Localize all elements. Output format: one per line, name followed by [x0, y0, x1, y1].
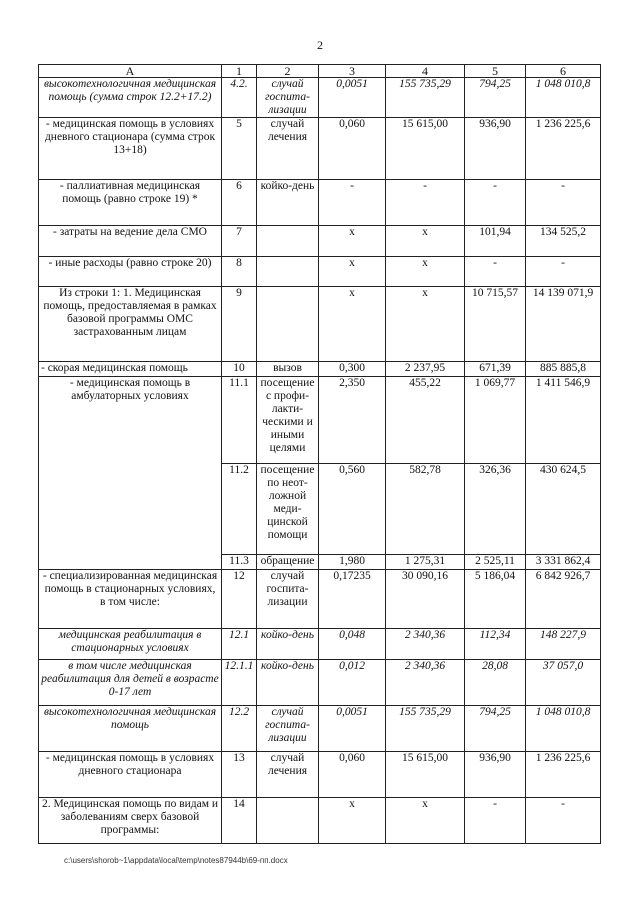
row-col3: 0,300: [319, 362, 386, 377]
row-description: в том числе медицинская реабилитация для детей в возрасте 0-17 лет: [39, 660, 222, 706]
row-col6: 14 139 071,9: [526, 287, 601, 362]
row-unit: случай госпита-лизации: [257, 78, 319, 118]
col-header-2: 2: [257, 65, 319, 78]
col-header-5: 5: [465, 65, 526, 78]
row-unit: [257, 798, 319, 844]
row-description: - медицинская помощь в условиях дневного стационара: [39, 752, 222, 798]
row-col3: 0,560: [319, 464, 386, 555]
row-col3: х: [319, 798, 386, 844]
row-col5: 671,39: [465, 362, 526, 377]
row-number: 4.2.: [222, 78, 257, 118]
row-unit: случай госпита-лизации: [257, 706, 319, 752]
table-row: [39, 287, 601, 362]
row-description: высокотехнологичная медицинская помощь: [39, 706, 222, 752]
row-description: - затраты на ведение дела СМО: [39, 226, 222, 257]
col-header-6: 6: [526, 65, 601, 78]
row-description: Из строки 1: 1. Медицинская помощь, предоставляемая в рамках базовой программы ОМС застрахованным лицам: [39, 287, 222, 362]
row-unit: [257, 226, 319, 257]
table-row: [39, 377, 601, 464]
row-col5: -: [465, 257, 526, 287]
row-number: 11.1: [222, 377, 257, 464]
row-col5: 936,90: [465, 752, 526, 798]
table-row: [39, 570, 601, 629]
table-row: [39, 706, 601, 752]
col-header-3: 3: [319, 65, 386, 78]
row-col6: 134 525,2: [526, 226, 601, 257]
table-row: [39, 180, 601, 226]
row-col4: 2 340,36: [386, 660, 465, 706]
row-col5: 326,36: [465, 464, 526, 555]
row-unit: случай лечения: [257, 752, 319, 798]
table-row: [39, 752, 601, 798]
row-col3: 0,048: [319, 629, 386, 660]
row-col5: 794,25: [465, 78, 526, 118]
row-col4: 582,78: [386, 464, 465, 555]
row-col3: 0,17235: [319, 570, 386, 629]
row-col3: х: [319, 226, 386, 257]
table-row: [39, 629, 601, 660]
page-number: 2: [317, 38, 323, 52]
table-row: [39, 660, 601, 706]
col-header-4: 4: [386, 65, 465, 78]
row-number: 11.2: [222, 464, 257, 555]
row-description: - скорая медицинская помощь: [39, 362, 222, 377]
row-number: 12.1: [222, 629, 257, 660]
table-row: [39, 78, 601, 118]
row-col4: 2 340,36: [386, 629, 465, 660]
row-number: 12: [222, 570, 257, 629]
row-col6: 37 057,0: [526, 660, 601, 706]
row-col5: 2 525,11: [465, 555, 526, 570]
row-number: 13: [222, 752, 257, 798]
row-unit: койко-день: [257, 629, 319, 660]
row-number: 9: [222, 287, 257, 362]
row-col5: 10 715,57: [465, 287, 526, 362]
row-col4: 15 615,00: [386, 752, 465, 798]
row-col3: х: [319, 257, 386, 287]
row-col4: 15 615,00: [386, 118, 465, 180]
row-unit: [257, 287, 319, 362]
row-col5: 112,34: [465, 629, 526, 660]
row-col6: -: [526, 257, 601, 287]
row-unit: койко-день: [257, 180, 319, 226]
row-col6: 1 048 010,8: [526, 78, 601, 118]
row-col3: 0,060: [319, 752, 386, 798]
row-unit: посещение по неот-ложной меди-цинской помощи: [257, 464, 319, 555]
row-description: высокотехнологичная медицинская помощь (сумма строк 12.2+17.2): [39, 78, 222, 118]
row-col6: -: [526, 180, 601, 226]
row-description: - медицинская помощь в условиях дневного стационара (сумма строк 13+18): [39, 118, 222, 180]
row-col6: 1 236 225,6: [526, 752, 601, 798]
row-description: - паллиативная медицинская помощь (равно строке 19) *: [39, 180, 222, 226]
tariff-table: [38, 64, 601, 844]
row-number: 6: [222, 180, 257, 226]
row-col6: 1 411 546,9: [526, 377, 601, 464]
table-row: [39, 118, 601, 180]
table-row: [39, 362, 601, 377]
header-row: [39, 65, 601, 78]
row-col3: 0,060: [319, 118, 386, 180]
row-col5: 28,08: [465, 660, 526, 706]
row-col3: 1,980: [319, 555, 386, 570]
row-description: - специализированная медицинская помощь в стационарных условиях, в том числе:: [39, 570, 222, 629]
row-col6: 885 885,8: [526, 362, 601, 377]
row-unit: случай лечения: [257, 118, 319, 180]
row-unit: [257, 257, 319, 287]
row-col5: 936,90: [465, 118, 526, 180]
row-col4: 455,22: [386, 377, 465, 464]
row-description: - медицинская помощь в амбулаторных условиях: [39, 377, 222, 570]
row-col3: -: [319, 180, 386, 226]
row-col4: х: [386, 226, 465, 257]
row-col6: 430 624,5: [526, 464, 601, 555]
row-col6: 148 227,9: [526, 629, 601, 660]
row-number: 12.1.1: [222, 660, 257, 706]
row-col6: -: [526, 798, 601, 844]
row-col3: 0,012: [319, 660, 386, 706]
row-col4: 155 735,29: [386, 78, 465, 118]
row-col5: 1 069,77: [465, 377, 526, 464]
footer-file-path: c:\users\shorob~1\appdata\local\temp\notes87944b\69-пп.docx: [64, 856, 288, 865]
row-col4: 155 735,29: [386, 706, 465, 752]
row-col6: 3 331 862,4: [526, 555, 601, 570]
row-col5: 794,25: [465, 706, 526, 752]
row-col4: х: [386, 257, 465, 287]
row-unit: посещение с профи-лакти-ческими и иными целями: [257, 377, 319, 464]
row-col5: -: [465, 180, 526, 226]
row-col5: 101,94: [465, 226, 526, 257]
row-number: 11.3: [222, 555, 257, 570]
row-col3: х: [319, 287, 386, 362]
col-header-1: 1: [222, 65, 257, 78]
row-col3: 2,350: [319, 377, 386, 464]
row-col4: х: [386, 798, 465, 844]
table-row: [39, 257, 601, 287]
row-col4: 2 237,95: [386, 362, 465, 377]
row-unit: вызов: [257, 362, 319, 377]
row-unit: койко-день: [257, 660, 319, 706]
row-col6: 1 236 225,6: [526, 118, 601, 180]
row-number: 12.2: [222, 706, 257, 752]
row-number: 5: [222, 118, 257, 180]
row-col4: 1 275,31: [386, 555, 465, 570]
col-header-a: А: [39, 65, 222, 78]
row-number: 14: [222, 798, 257, 844]
row-col4: 30 090,16: [386, 570, 465, 629]
row-unit: случай госпита-лизации: [257, 570, 319, 629]
row-number: 8: [222, 257, 257, 287]
row-description: медицинская реабилитация в стационарных условиях: [39, 629, 222, 660]
table-row: [39, 226, 601, 257]
row-col3: 0,0051: [319, 706, 386, 752]
row-col4: х: [386, 287, 465, 362]
row-description: - иные расходы (равно строке 20): [39, 257, 222, 287]
row-number: 7: [222, 226, 257, 257]
row-description: 2. Медицинская помощь по видам и заболеваниям сверх базовой программы:: [39, 798, 222, 844]
row-col6: 1 048 010,8: [526, 706, 601, 752]
row-col3: 0,0051: [319, 78, 386, 118]
row-col5: 5 186,04: [465, 570, 526, 629]
row-number: 10: [222, 362, 257, 377]
row-col5: -: [465, 798, 526, 844]
row-col6: 6 842 926,7: [526, 570, 601, 629]
table-row: [39, 798, 601, 844]
row-col4: -: [386, 180, 465, 226]
row-unit: обращение: [257, 555, 319, 570]
